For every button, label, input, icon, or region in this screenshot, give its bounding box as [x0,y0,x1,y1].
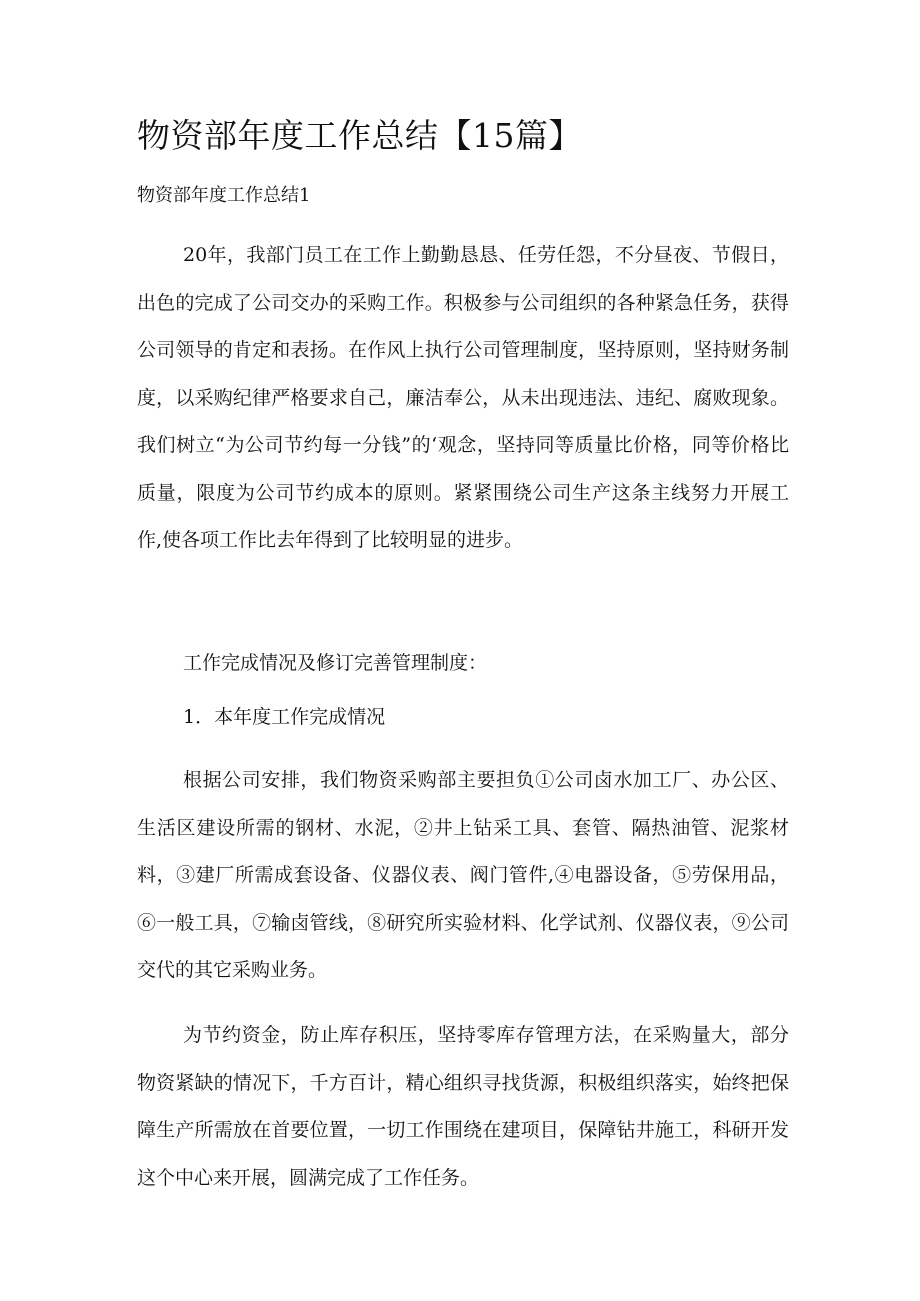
section-heading: 工作完成情况及修订完善管理制度： [183,652,488,674]
section-title: 物资部年度工作总结1 [137,185,311,206]
subsection-heading: 1．本年度工作完成情况 [183,706,386,728]
document-title: 物资部年度工作总结【15篇】 [137,116,582,155]
paragraph: 为节约资金，防止库存积压，坚持零库存管理方法，在采购量大，部分物资紧缺的情况下，千方百计，精心组织寻找货源，积极组织落实，始终把保障生产所需放在首要位置，一切工作围绕在建项目，保障钻井施工，科研开发这个中心来开展，圆满完成了工作任务。 [137,1024,789,1189]
paragraph: 根据公司安排，我们物资采购部主要担负①公司卤水加工厂、办公区、生活区建设所需的钢材、水泥，②井上钻采工具、套管、隔热油管、泥浆材料，③建厂所需成套设备、仪器仪表、阀门管件,④电器设备，⑤劳保用品，⑥一般工具，⑦输卤管线，⑧研究所实验材料、化学试剂、仪器仪表，⑨公司交代的其它采购业务。 [137,769,789,981]
paragraph: 20年，我部门员工在工作上勤勤恳恳、任劳任怨，不分昼夜、节假日，出色的完成了公司交办的采购工作。积极参与公司组织的各种紧急任务，获得公司领导的肯定和表扬。在作风上执行公司管理制度，坚持原则，坚持财务制度，以采购纪律严格要求自己，廉洁奉公，从未出现违法、违纪、腐败现象。我们树立“为公司节约每一分钱”的‘观念，坚持同等质量比价格，同等价格比质量，限度为公司节约成本的原则。紧紧围绕公司生产这条主线努力开展工作,使各项工作比去年得到了比较明显的进步。 [137,244,789,551]
